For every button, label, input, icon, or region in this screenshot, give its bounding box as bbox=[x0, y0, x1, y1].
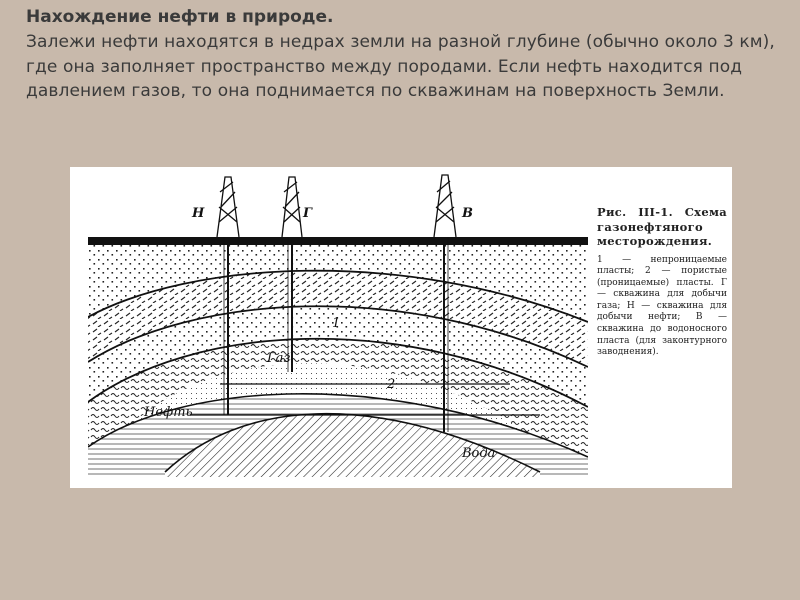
label-well-n: Н bbox=[192, 206, 205, 221]
ground-surface bbox=[88, 237, 588, 245]
label-gas: Газ bbox=[267, 351, 291, 366]
figure-caption bbox=[597, 205, 727, 359]
slide-text-block bbox=[26, 4, 781, 104]
label-well-g: Г bbox=[303, 206, 312, 221]
caption-title: Рис. III-1. Схема газонефтяного месторождения. bbox=[597, 205, 727, 248]
gas-oil-field-figure bbox=[70, 167, 732, 488]
label-layer-1: 1 bbox=[332, 316, 341, 331]
caption-legend: 1 — непроницаемые пласты; 2 — пористые (проницаемые) пласты. Г — скважина для добычи газа; Н — скважина для добычи нефти; В — скважина до водоносного пласта (для законтурного заводнения). bbox=[597, 254, 727, 358]
slide-body-text: Залежи нефти находятся в недрах земли на разной глубине (обычно около 3 км), где она заполняет пространство между породами. Если нефть находится под давлением газов, то она поднимается по скважинам на поверхность Земли. bbox=[26, 32, 775, 101]
label-well-v: В bbox=[462, 206, 473, 221]
label-layer-2: 2 bbox=[387, 377, 396, 392]
label-water: Вода bbox=[462, 446, 496, 461]
slide-title: Нахождение нефти в природе. bbox=[26, 7, 334, 27]
strata-group bbox=[88, 241, 588, 477]
label-oil: Нефть bbox=[144, 405, 193, 420]
